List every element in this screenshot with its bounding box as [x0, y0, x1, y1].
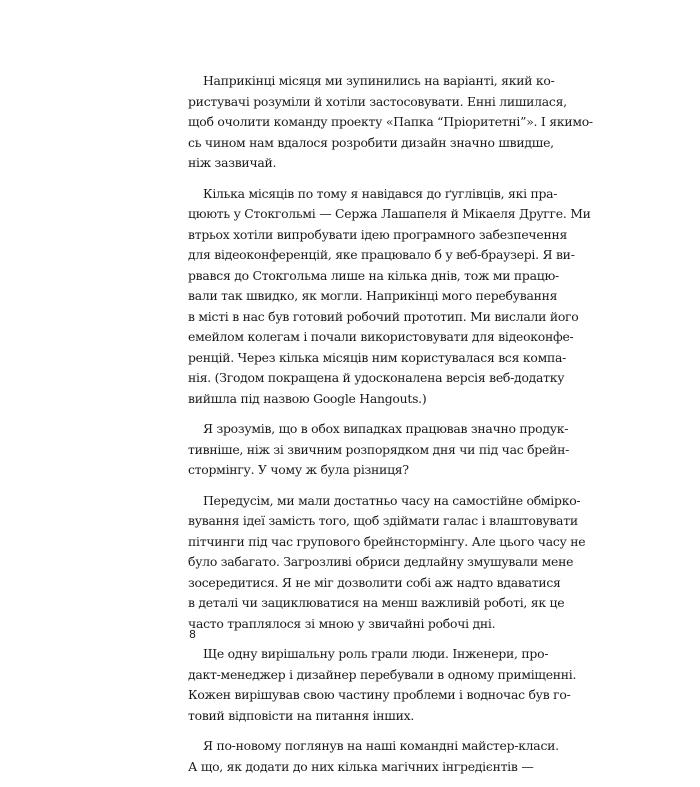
text-line: стормінгу. У чому ж була різниця?	[188, 462, 409, 477]
text-line: пітчинги під час групового брейнстормінгу. Але цього часу не	[188, 533, 586, 549]
text-line: вування ідеї замість того, щоб здіймати галас і влаштовувати	[188, 513, 578, 528]
text-line: Я по-новому поглянув на наші командні майстер-класи.	[203, 738, 559, 753]
text-line: Я зрозумів, що в обох випадках працював значно продук-	[203, 421, 569, 436]
text-line: дакт-менеджер і дизайнер перебували в одному приміщенні.	[188, 666, 577, 682]
text-line: сь чином нам вдалося розробити дизайн значно швидше,	[188, 134, 554, 150]
text-line: цюють у Стокгольмі — Сержа Лашапеля й Мікаеля Дрyгге. Ми	[188, 206, 591, 221]
text-line: Ще одну вирішальну роль грали люди. Інженери, про-	[203, 646, 549, 661]
body-text	[188, 71, 593, 787]
text-line: часто траплялося зі мною у звичайні робочі дні.	[188, 615, 496, 631]
text-line: А що, як додати до них кілька магічних інгредієнтів —	[188, 758, 534, 774]
text-line: Передусім, ми мали достатньо часу на самостійне обмірко-	[203, 492, 581, 508]
text-line: було забагато. Загрозливі обриси дедлайну змушували мене	[188, 554, 574, 569]
text-line: емейлом колегам і почали використовувати для відеоконфе-	[188, 329, 574, 344]
text-line: ренцій. Через кілька місяців ним користувалася вся компа-	[188, 349, 567, 365]
text-line: в місті в нас був готовий робочий прототип. Ми вислали його	[188, 308, 579, 324]
text-line: втрьох хотіли випробувати ідею програмного забезпечення	[188, 226, 568, 242]
text-line: Кожен вирішував свою частину проблеми і водночас був го-	[188, 687, 571, 702]
text-line: для відеоконференцій, яке працювало б у веб-браузері. Я ви-	[188, 247, 575, 262]
text-line: в деталі чи зациклюватися на менш важливій роботі, як це	[188, 595, 565, 610]
text-line: щоб очолити команду проекту «Папка “Пріоритетні”». І якимо-	[188, 114, 593, 129]
text-line: тивніше, ніж зі звичним розпорядком дня чи під час брейн-	[188, 441, 570, 457]
text-line: зосередитися. Я не міг дозволити собі аж надто вдаватися	[188, 574, 561, 590]
text-line: ристувачі розуміли й хотіли застосовувати. Енні лишилася,	[188, 93, 567, 109]
paragraph-5	[188, 644, 577, 726]
paragraph-3	[188, 419, 570, 481]
paragraph-1	[188, 71, 593, 174]
text-line: рвався до Стокгольма лише на кілька днів, тож ми працю-	[188, 267, 559, 283]
page-number: 8	[189, 628, 196, 641]
text-line: ніж зазвичай.	[188, 155, 277, 170]
text-line: товий відповісти на питання інших.	[188, 707, 415, 723]
text-line: вийшла під назвою Google Hangouts.)	[188, 390, 427, 406]
text-line: Наприкінці місяця ми зупинились на варіанті, який ко-	[203, 73, 555, 88]
text-line: нія. (Згодом покращена й удосконалена версія веб-додатку	[188, 370, 565, 385]
paragraph-4	[188, 491, 586, 635]
text-line: Кілька місяців по тому я навідався до ґуглівців, які пра-	[203, 185, 558, 201]
paragraph-6	[188, 736, 559, 777]
text-line: вали так швидко, як могли. Наприкінці мого перебування	[188, 288, 558, 303]
paragraph-2	[188, 184, 591, 410]
